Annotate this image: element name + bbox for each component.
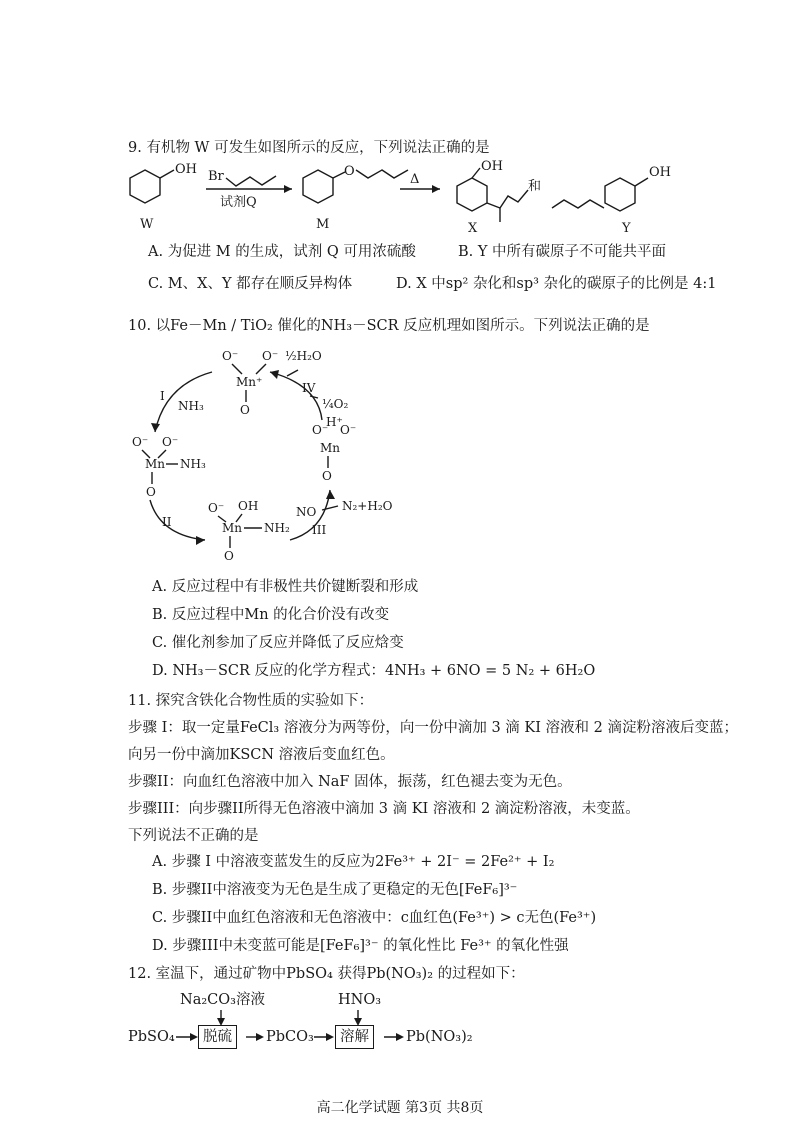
step-ii-label: II xyxy=(162,515,172,529)
o-minus-label: O⁻ xyxy=(222,349,239,363)
o-minus-label: O⁻ xyxy=(208,501,225,515)
q12-pbco3: PbCO₃ xyxy=(266,1029,314,1045)
y-oh-label: OH xyxy=(649,165,671,180)
q11-step3: 步骤III：向步骤II所得无色溶液中滴加 3 滴 KI 溶液和 2 滴淀粉溶液，未变蓝。 xyxy=(128,801,640,817)
q12-reagent-hno3: HNO₃ xyxy=(338,992,382,1008)
w-oh-label: OH xyxy=(175,162,197,177)
q9-option-a: A. 为促进 M 的生成，试剂 Q 可用浓硫酸 xyxy=(148,244,416,260)
q11-option-b: B. 步骤II中溶液变为无色是生成了更稳定的无色[FeF₆]³⁻ xyxy=(152,882,518,898)
n2-h2o-label: N₂+H₂O xyxy=(342,499,393,513)
w-label: W xyxy=(140,217,154,232)
q10-stem: 10. 以Fe－Mn / TiO₂ 催化的NH₃－SCR 反应机理如图所示。下列说法正确的是 xyxy=(128,318,650,334)
and-label: 和 xyxy=(528,179,542,194)
step-i-label: I xyxy=(160,389,165,403)
q12-pbso4: PbSO₄ xyxy=(128,1029,175,1045)
q11-option-a: A. 步骤 I 中溶液变蓝发生的反应为2Fe³⁺ + 2I⁻ = 2Fe²⁺ + I₂ xyxy=(152,854,555,870)
page-footer: 高二化学试题 第3页 共8页 xyxy=(316,1100,484,1116)
nh2-label: NH₂ xyxy=(264,521,290,535)
mn-label: Mn xyxy=(222,521,243,535)
mn-label: Mn xyxy=(320,441,341,455)
h-plus-label: H⁺ xyxy=(326,415,343,429)
q9-option-b: B. Y 中所有碳原子不可能共平面 xyxy=(458,244,667,260)
br-label: Br xyxy=(208,169,224,184)
o-minus-label: O⁻ xyxy=(162,435,179,449)
q11-step1b: 向另一份中滴加KSCN 溶液后变血红色。 xyxy=(128,747,395,763)
q11-option-d: D. 步骤III中未变蓝可能是[FeF₆]³⁻ 的氧化性比 Fe³⁺ 的氧化性强 xyxy=(152,938,569,954)
q12-pbno32: Pb(NO₃)₂ xyxy=(406,1029,473,1045)
x-label: X xyxy=(468,221,478,236)
o-minus-label: O⁻ xyxy=(262,349,279,363)
o-label: O xyxy=(146,485,156,499)
o-label: O xyxy=(224,549,234,563)
o-minus-label: O⁻ xyxy=(340,423,357,437)
q11-step2: 步骤II：向血红色溶液中加入 NaF 固体，振荡，红色褪去变为无色。 xyxy=(128,774,572,790)
q9-option-d: D. X 中sp² 杂化和sp³ 杂化的碳原子的比例是 4:1 xyxy=(396,276,717,292)
heat-label: Δ xyxy=(410,172,420,187)
q10-option-b: B. 反应过程中Mn 的化合价没有改变 xyxy=(152,607,390,623)
quarter-o2-label: ¼O₂ xyxy=(322,397,349,411)
m-label: M xyxy=(316,217,330,232)
q12-reagent-na2co3: Na₂CO₃溶液 xyxy=(180,992,265,1008)
q12-desulfurize-box: 脱硫 xyxy=(198,1025,237,1049)
q9-option-c: C. M、X、Y 都存在顺反异构体 xyxy=(148,276,353,292)
q12-stem: 12. 室温下，通过矿物中PbSO₄ 获得Pb(NO₃)₂ 的过程如下： xyxy=(128,966,525,982)
no-label: NO xyxy=(296,505,317,519)
half-h2o-label: ½H₂O xyxy=(285,349,322,363)
nh3-ligand-label: NH₃ xyxy=(180,457,206,471)
q12-dissolve-box: 溶解 xyxy=(335,1025,374,1049)
q10-option-c: C. 催化剂参加了反应并降低了反应焓变 xyxy=(152,635,404,651)
q11-stem: 11. 探究含铁化合物性质的实验如下： xyxy=(128,693,374,709)
mn-label: Mn xyxy=(145,457,166,471)
q11-ask: 下列说法不正确的是 xyxy=(128,828,259,844)
o-minus-label: O⁻ xyxy=(132,435,149,449)
x-oh-label: OH xyxy=(481,159,503,174)
mn-label: Mn⁺ xyxy=(236,375,263,389)
q10-option-d: D. NH₃－SCR 反应的化学方程式：4NH₃ + 6NO = 5 N₂ + 6H₂O xyxy=(152,663,596,679)
q10-option-a: A. 反应过程中有非极性共价键断裂和形成 xyxy=(152,579,419,595)
o-label: O xyxy=(240,403,250,417)
reagent-q-label: 试剂Q xyxy=(220,195,257,210)
m-o-label: O xyxy=(344,164,355,179)
step-iii-label: III xyxy=(312,523,327,537)
nh3-reactant-label: NH₃ xyxy=(178,399,204,413)
q11-step1a: 步骤 I：取一定量FeCl₃ 溶液分为两等份，向一份中滴加 3 滴 KI 溶液和 2 滴淀粉溶液后变蓝； xyxy=(128,720,739,736)
step-iv-label: IV xyxy=(302,381,316,395)
y-label: Y xyxy=(622,221,631,236)
o-label: O xyxy=(322,469,332,483)
q11-option-c: C. 步骤II中血红色溶液和无色溶液中：c血红色(Fe³⁺) > c无色(Fe³⁺) xyxy=(152,910,597,926)
q9-stem: 9. 有机物 W 可发生如图所示的反应，下列说法正确的是 xyxy=(128,140,490,156)
o-minus-label: O⁻ xyxy=(312,423,329,437)
oh-label: OH xyxy=(238,499,259,513)
